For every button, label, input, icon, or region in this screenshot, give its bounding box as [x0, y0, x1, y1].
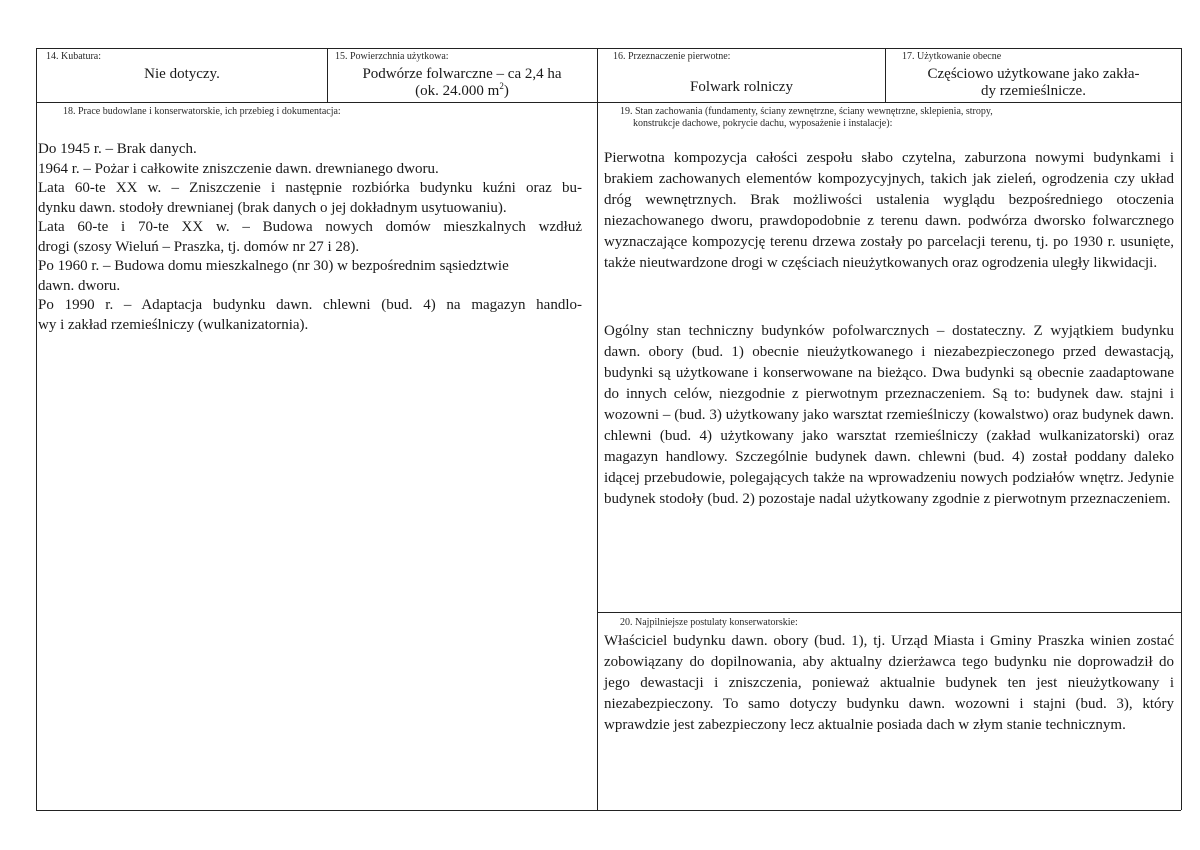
field-18-label: 18. Prace budowlane i konserwatorskie, ich przebieg i dokumentacja:	[63, 106, 341, 117]
field-14-value: Nie dotyczy.	[144, 66, 220, 82]
history-entry: Po 1990 r. – Adaptacja budynku dawn. chlewni (bud. 4) na magazyn handlo-	[38, 297, 582, 313]
field-19-20-divider	[597, 612, 1181, 613]
history-entry: Lata 60-te XX w. – Zniszczenie i następnie rozbiórka budynku kuźni oraz bu-	[38, 180, 582, 196]
field-19-paragraph-2: Ogólny stan techniczny budynków pofolwarcznych – dostateczny. Z wyjątkiem budynku dawn. obory (bud. 1) obecnie nieużytkowanego i niezabezpieczonego przed dewastacją, budynki są użytkowane i konserwowane na bieżąco. Dwa budynki są obecnie zaadaptowane do innych celów, niezgodnie z pierwotnym przeznaczeniem. Są to: budynek daw. stajni i wozowni – (bud. 3) użytkowany jako warsztat rzemieślniczy (kowalstwo) oraz budynek dawn. chlewni (bud. 4) użytkowany jako warsztat rzemieślniczy (zakład wulkanizatorski) oraz magazyn handlowy. Szczególnie budynek dawn. chlewni (bud. 4) został poddany daleko idącej przebudowie, polegających także na wprowadzeniu nowych podziałów wnętrz. Jedynie budynek stodoły (bud. 2) pozostaje nadal użytkowany zgodnie z pierwotnym przeznaczeniem.	[604, 323, 1174, 507]
history-entry: Do 1945 r. – Brak danych.	[38, 141, 197, 157]
field-15-value-line2: (ok. 24.000 $m^2$)	[415, 81, 509, 99]
history-entry: Lata 60-te i 70-te XX w. – Budowa nowych domów mieszkalnych wzdłuż	[38, 219, 582, 235]
history-entry: 1964 r. – Pożar i całkowite zniszczenie dawn. drewnianego dworu.	[38, 160, 439, 177]
field-20-text: Właściciel budynku dawn. obory (bud. 1), tj. Urząd Miasta i Gminy Praszka winien zostać zobowiązany do dopilnowania, aby aktualny dzierżawca tego budynku nie doprowadził do jego dewastacji i zniszczenia, ponieważ aktualnie budynek ten jest nieużytkowany i niezabezpieczony. To samo dotyczy budynku dawn. wozowni i stajni (bud. 3), który wprawdzie jest zabezpieczony lecz aktualnie posiada dach w złym stanie technicznym.	[604, 633, 1174, 733]
table-left-border	[36, 48, 37, 810]
field-19-paragraph-1: Pierwotna kompozycja całości zespołu słabo czytelna, zaburzona nowymi budynkami i brakiem zachowanych elementów kompozycyjnych, takich jak zieleń, ogrodzenia czy układ dróg wewnętrznych. Brak możliwości ustalenia wyglądu bezpośredniego otoczenia niezachowanego dworu, prawdopodobnie z terenu dawn. podwórza dworsko folwarcznego wyznaczające kompozycję terenu drzewa zostały po parcelacji terenu, tj. po 1930 r. usunięte, także nieutwardzone drogi w częściach nieużytkowanych oraz ogrodzenia uległy likwidacji.	[604, 150, 1174, 271]
field-17-value-line2: dy rzemieślnicze.	[981, 83, 1086, 99]
field-16-label: 16. Przeznaczenie pierwotne:	[613, 51, 731, 62]
table-top-border	[36, 48, 1181, 49]
field-17-value-line1: Częściowo użytkowane jako zakła-	[927, 66, 1140, 82]
history-entry: dawn. dworu.	[38, 277, 121, 294]
field-17-label: 17. Użytkowanie obecne	[902, 51, 1002, 62]
history-entry: drogi (szosy Wieluń – Praszka, tj. domów nr 27 i 28).	[38, 238, 360, 255]
field-19-label-line2: konstrukcje dachowe, pokrycie dachu, wyposażenie i instalacje):	[633, 118, 893, 129]
field-15-label: 15. Powierzchnia użytkowa:	[335, 51, 449, 62]
field-14-label: 14. Kubatura:	[46, 51, 101, 62]
column-divider-middle	[597, 48, 598, 810]
field-15-value-line1: Podwórze folwarczne – ca 2,4 ha	[362, 66, 562, 82]
superscript-exponent: 2	[499, 81, 504, 91]
field-16-value: Folwark rolniczy	[690, 79, 793, 95]
field-19-label-line1: 19. Stan zachowania (fundamenty, ściany zewnętrzne, ściany wewnętrzne, sklepienia, stropy,	[620, 106, 993, 117]
history-entry: dynku dawn. stodoły drewnianej (brak danych o jej dokładnym usytuowaniu).	[38, 199, 507, 216]
history-entry: wy i zakład rzemieślniczy (wulkanizatornia).	[38, 316, 309, 333]
history-entry: Po 1960 r. – Budowa domu mieszkalnego (nr 30) w bezpośrednim sąsiedztwie	[38, 258, 509, 274]
header-row-divider	[36, 102, 1181, 103]
field-20-label: 20. Najpilniejsze postulaty konserwatorskie:	[620, 617, 798, 628]
table-bottom-border	[36, 810, 1181, 811]
table-right-border	[1181, 48, 1182, 810]
